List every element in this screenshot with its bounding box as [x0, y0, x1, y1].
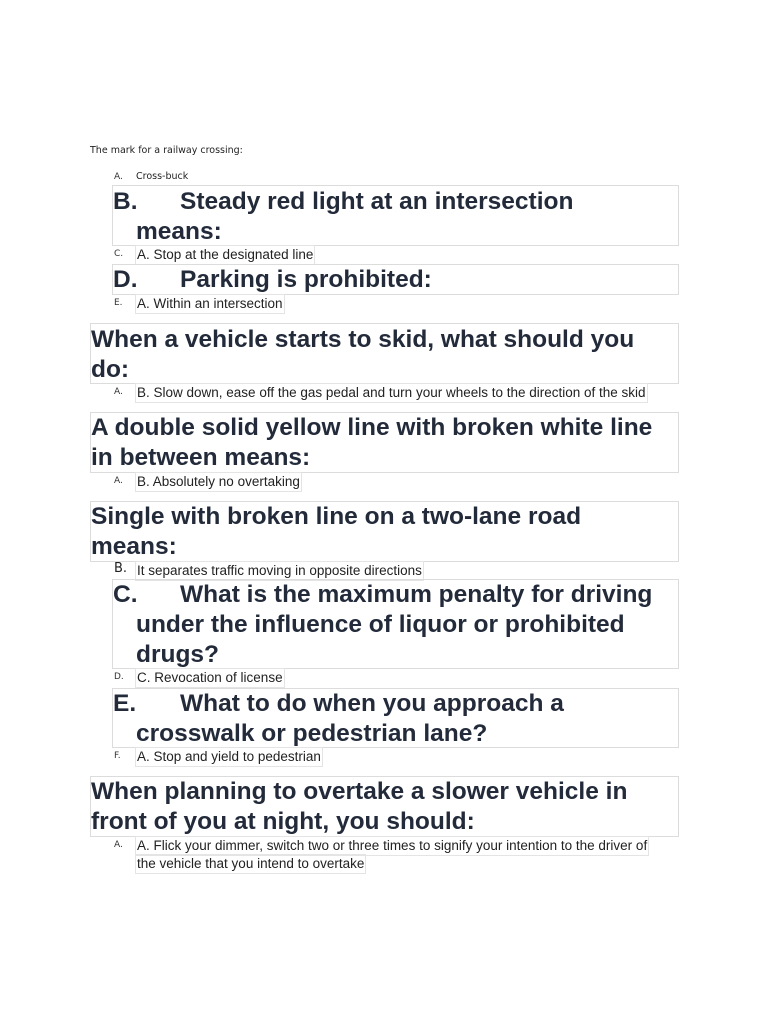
- list-marker: C.: [114, 249, 124, 259]
- question-text: When planning to overtake a slower vehicle in front of you at night, you should:: [91, 778, 628, 835]
- question-text: Steady red light at an intersection means:: [136, 188, 574, 245]
- list-marker: D.: [114, 672, 124, 682]
- question-text: Parking is prohibited:: [180, 266, 432, 293]
- list-marker: A.: [114, 476, 123, 486]
- question-heading: [112, 185, 679, 246]
- question-text: When a vehicle starts to skid, what should you do:: [91, 326, 635, 383]
- intro-answer: Cross-buck: [136, 171, 189, 182]
- question-heading: [90, 412, 679, 473]
- answer-text: A. Stop and yield to pedestrian: [135, 747, 323, 767]
- intro-question: The mark for a railway crossing:: [90, 145, 243, 156]
- answer-text: A. Stop at the designated line: [135, 245, 315, 265]
- question-text: A double solid yellow line with broken white line in between means:: [91, 414, 653, 471]
- answer-text: A. Flick your dimmer, switch two or three times to signify your intention to the driver of: [135, 836, 649, 856]
- list-marker: F.: [114, 751, 121, 761]
- question-heading: [90, 501, 679, 562]
- question-heading: [112, 688, 679, 748]
- question-text: What is the maximum penalty for driving under the influence of liquor or prohibited drugs?: [136, 581, 653, 668]
- list-marker: D.: [113, 266, 138, 293]
- list-marker: A.: [114, 387, 123, 397]
- question-text: Single with broken line on a two-lane road means:: [91, 503, 582, 560]
- answer-text: It separates traffic moving in opposite directions: [135, 561, 424, 581]
- answer-text: B. Absolutely no overtaking: [135, 472, 302, 492]
- list-marker: B.: [113, 188, 138, 215]
- question-heading: [112, 579, 679, 669]
- answer-text: A. Within an intersection: [135, 294, 285, 314]
- question-text: What to do when you approach a crosswalk or pedestrian lane?: [136, 690, 564, 747]
- answer-text: B. Slow down, ease off the gas pedal and turn your wheels to the direction of the skid: [135, 383, 648, 403]
- list-marker: E.: [113, 690, 137, 717]
- list-marker: E.: [114, 298, 123, 308]
- question-heading: [112, 264, 679, 295]
- answer-text-continued: the vehicle that you intend to overtake: [135, 854, 366, 874]
- answer-text: C. Revocation of license: [135, 668, 285, 688]
- question-heading: [90, 323, 679, 384]
- question-heading: [90, 776, 679, 837]
- list-marker: B.: [114, 561, 128, 576]
- list-marker: A.: [114, 172, 123, 182]
- list-marker: A.: [114, 840, 123, 850]
- list-marker: C.: [113, 581, 138, 608]
